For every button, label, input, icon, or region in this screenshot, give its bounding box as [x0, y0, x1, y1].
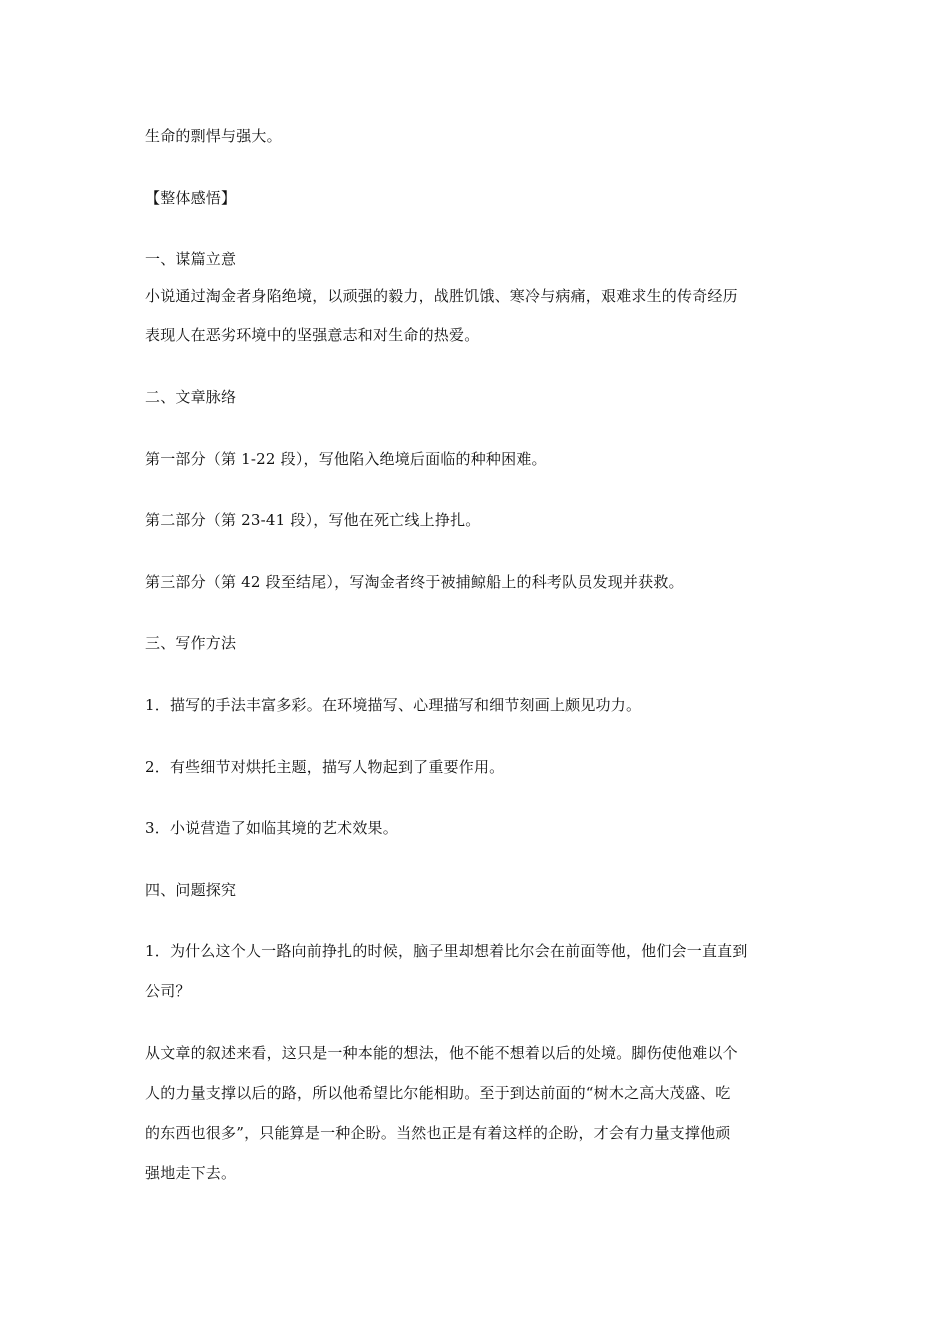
- heading-inquiry: 四、问题探究: [145, 881, 237, 899]
- heading-structure: 二、文章脉络: [145, 388, 237, 406]
- structure-part-1: 第一部分（第 1-22 段），写他陷入绝境后面临的种种困难。: [145, 450, 547, 468]
- answer-1-line-1: 从文章的叙述来看，这只是一种本能的想法，他不能不想着以后的处境。脚伤使他难以个: [145, 1044, 738, 1062]
- question-1-line-1: 1．为什么这个人一路向前挣扎的时候，脑子里却想着比尔会在前面等他，他们会一直直到: [145, 942, 748, 960]
- structure-part-3: 第三部分（第 42 段至结尾），写淘金者终于被捕鲸船上的科考队员发现并获救。: [145, 573, 684, 591]
- text-line-continuation: 生命的剽悍与强大。: [145, 127, 282, 145]
- structure-part-2: 第二部分（第 23-41 段），写他在死亡线上挣扎。: [145, 511, 481, 529]
- answer-1-line-2: 人的力量支撑以后的路，所以他希望比尔能相助。至于到达前面的“树木之高大茂盛、吃: [145, 1084, 731, 1102]
- section-heading-overall: 【整体感悟】: [145, 189, 237, 207]
- method-item-3: 3．小说营造了如临其境的艺术效果。: [145, 819, 398, 837]
- method-item-2: 2．有些细节对烘托主题，描写人物起到了重要作用。: [145, 758, 505, 776]
- paragraph-theme-line-1: 小说通过淘金者身陷绝境，以顽强的毅力，战胜饥饿、寒冷与病痛，艰难求生的传奇经历: [145, 287, 738, 305]
- heading-writing-method: 三、写作方法: [145, 634, 237, 652]
- heading-theme: 一、谋篇立意: [145, 250, 237, 268]
- method-item-1: 1．描写的手法丰富多彩。在环境描写、心理描写和细节刻画上颇见功力。: [145, 696, 642, 714]
- question-1-line-2: 公司？: [145, 982, 191, 1000]
- answer-1-line-3: 的东西也很多”，只能算是一种企盼。当然也正是有着这样的企盼，才会有力量支撑他顽: [145, 1124, 731, 1142]
- paragraph-theme-line-2: 表现人在恶劣环境中的坚强意志和对生命的热爱。: [145, 326, 480, 344]
- answer-1-line-4: 强地走下去。: [145, 1164, 237, 1182]
